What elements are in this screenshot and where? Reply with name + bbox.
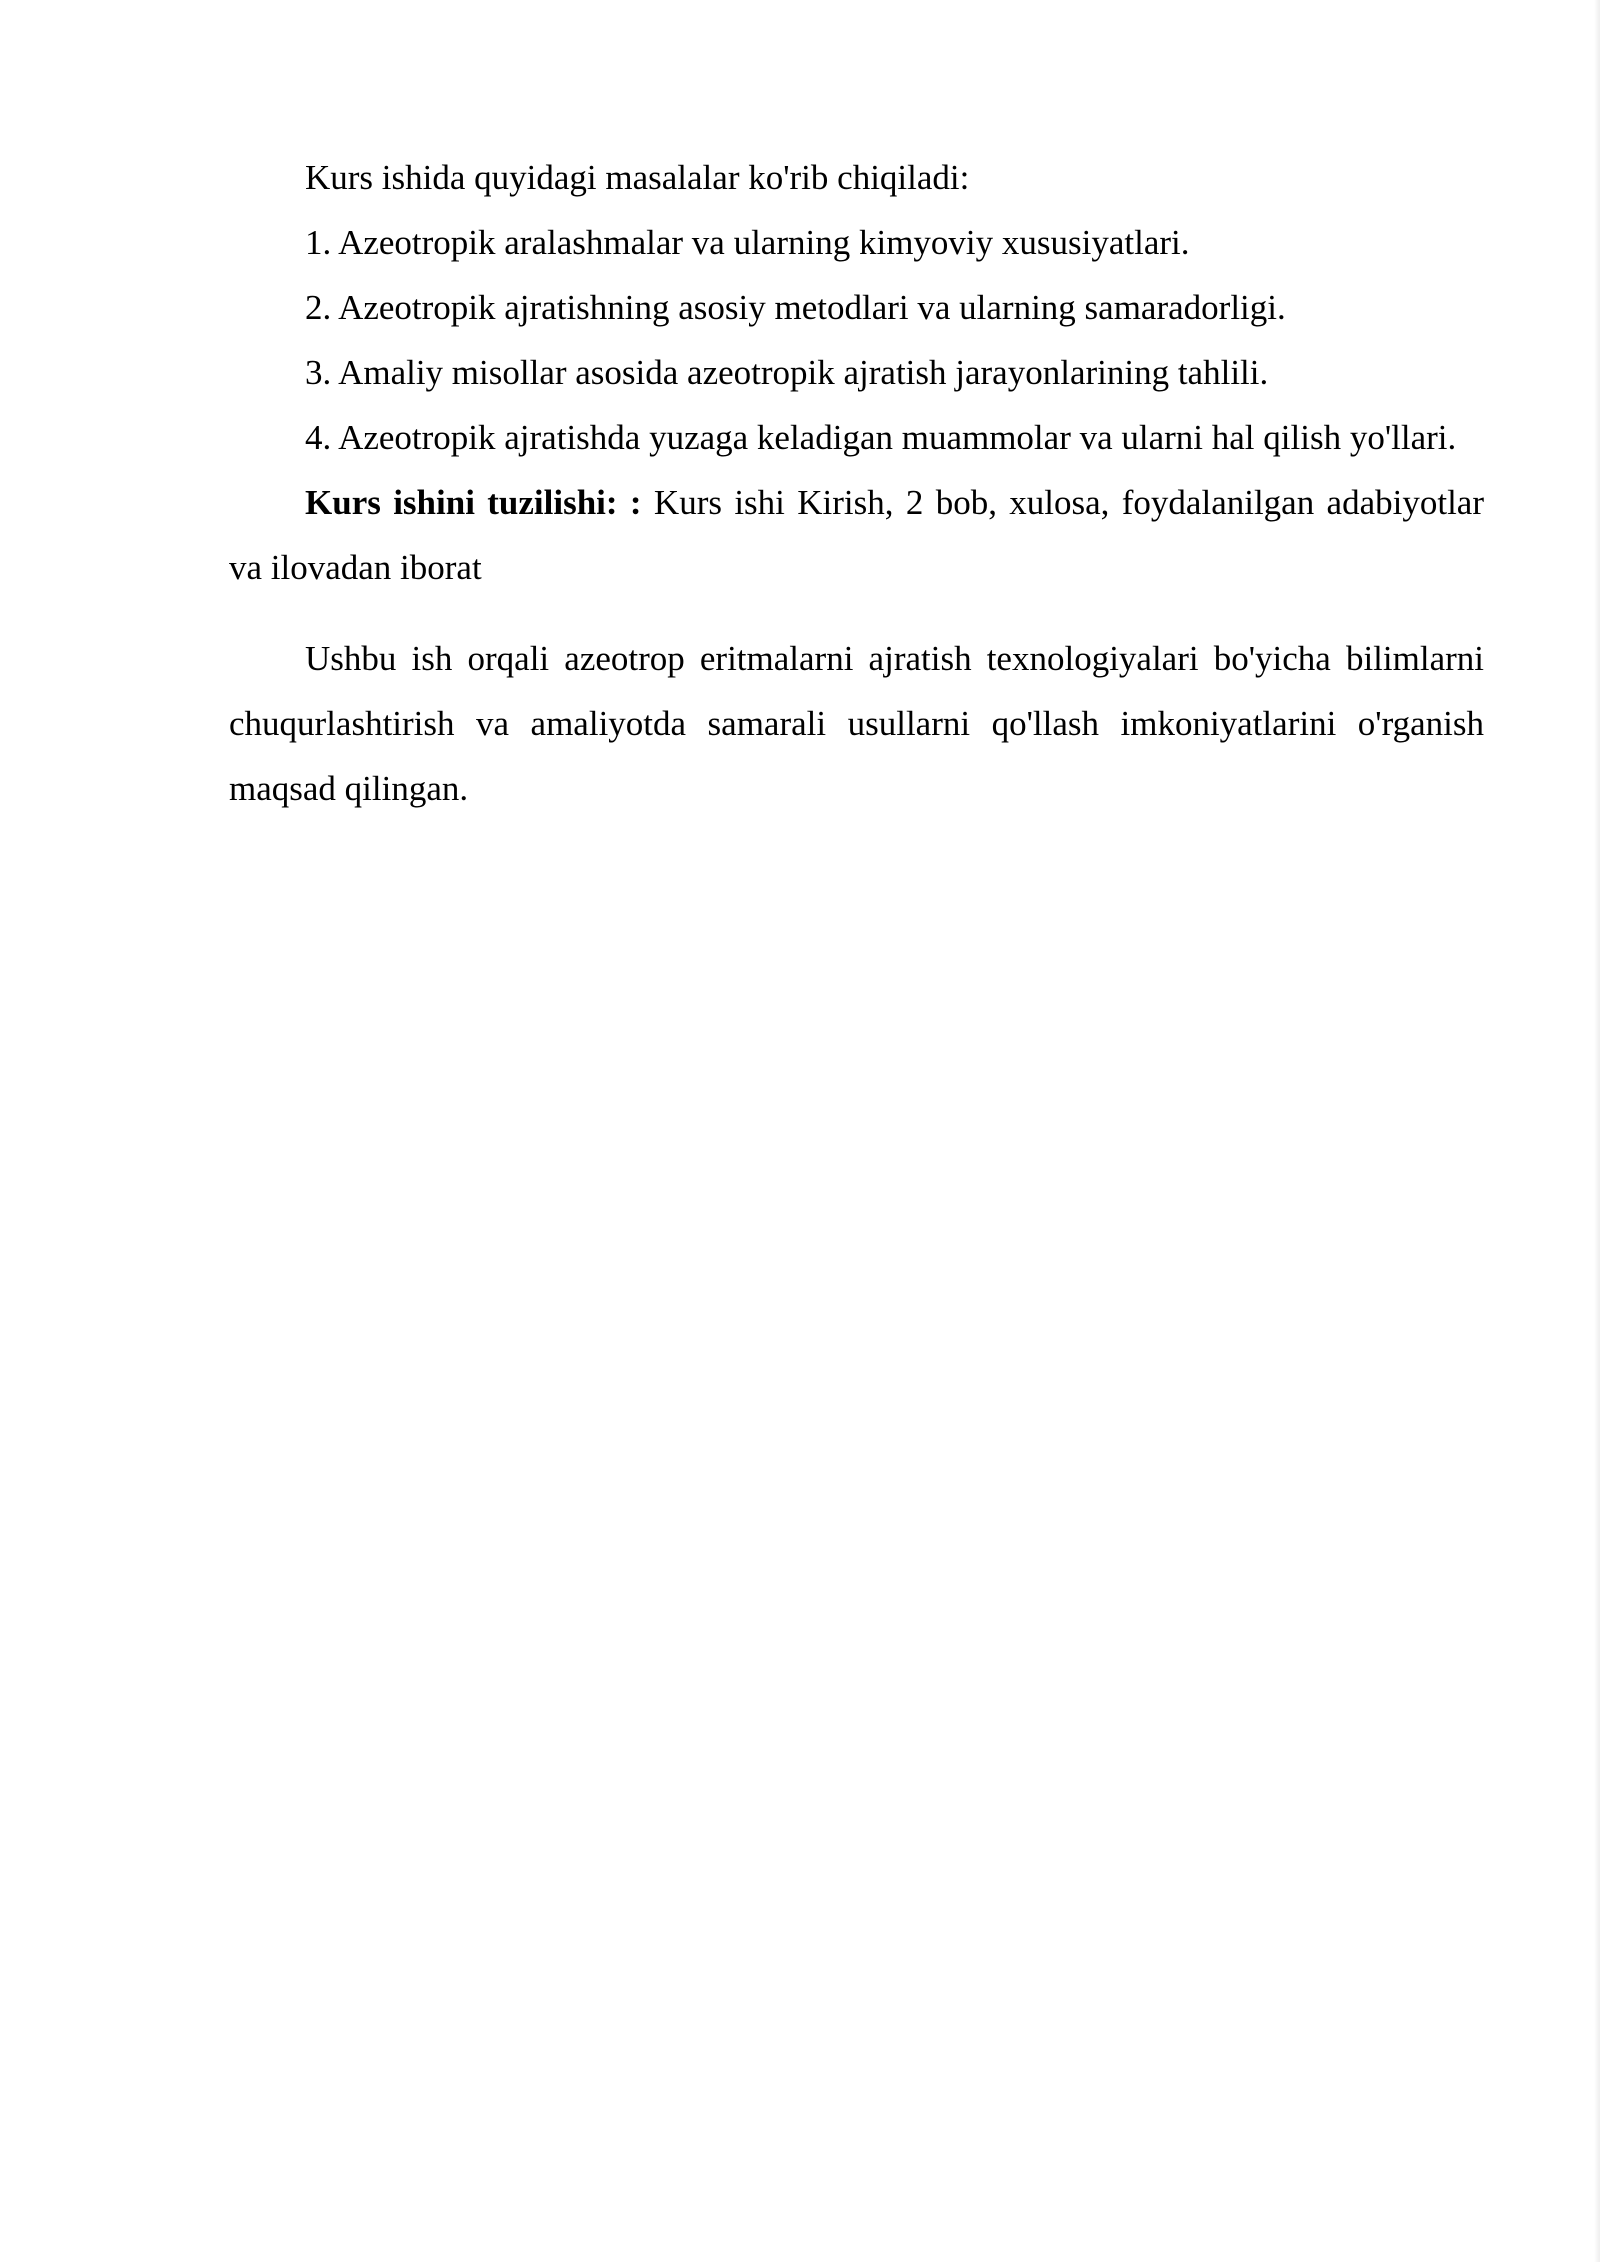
document-body	[229, 145, 1484, 821]
list-item-3: 3. Amaliy misollar asosida azeotropik ajratish jarayonlarining tahlili.	[305, 353, 1269, 392]
page-edge-shadow	[1594, 0, 1600, 2262]
intro-paragraph: Kurs ishida quyidagi masalalar ko'rib chiqiladi:	[305, 158, 970, 197]
structure-paragraph	[229, 470, 1484, 600]
structure-text: Kurs ishi Kirish, 2 bob, xulosa, foydalanilgan adabiyotlar va ilovadan iborat	[229, 483, 1484, 587]
list-item-2: 2. Azeotropik ajratishning asosiy metodlari va ularning samaradorligi.	[305, 288, 1286, 327]
structure-label: Kurs ishini tuzilishi: :	[305, 483, 642, 522]
conclusion-paragraph: Ushbu ish orqali azeotrop eritmalarni ajratish texnologiyalari bo'yicha bilimlarni chuqurlashtirish va amaliyotda samarali usullarni qo'llash imkoniyatlarini o'rganish maqsad qilingan.	[229, 639, 1484, 808]
list-item-4: 4. Azeotropik ajratishda yuzaga keladigan muammolar va ularni hal qilish yo'llari.	[305, 418, 1457, 457]
list-item-1: 1. Azeotropik aralashmalar va ularning kimyoviy xususiyatlari.	[305, 223, 1190, 262]
